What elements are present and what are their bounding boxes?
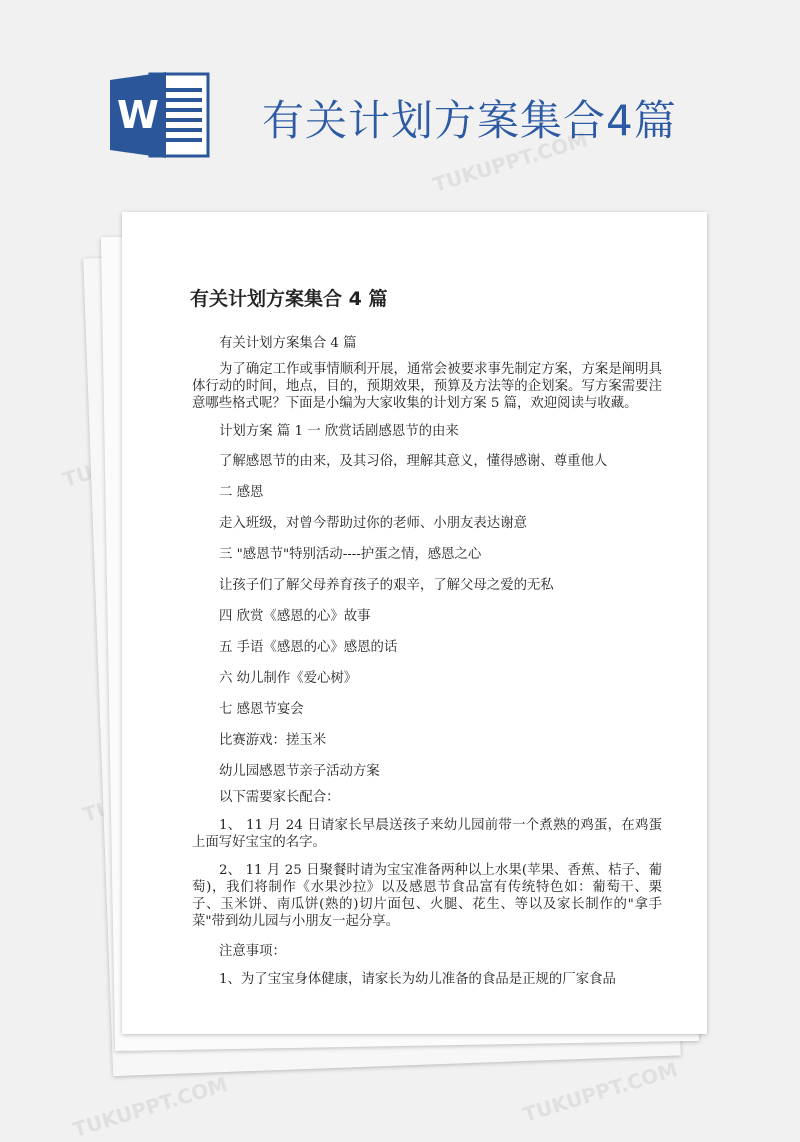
document-title: 有关计划方案集合 4 篇 <box>190 288 388 310</box>
word-logo-icon <box>110 72 212 158</box>
paragraph: 以下需要家长配合： <box>219 790 340 805</box>
paragraph: 七 感恩节宴会 <box>219 702 304 717</box>
paragraph: 注意事项： <box>219 944 286 959</box>
document-page <box>122 212 707 1034</box>
paragraph: 走入班级，对曾今帮助过你的老师、小朋友表达谢意 <box>219 516 527 531</box>
paragraph: 四 欣赏《感恩的心》故事 <box>219 609 371 624</box>
paragraph: 1、为了宝宝身体健康，请家长为幼儿准备的食品是正规的厂家食品 <box>219 972 616 987</box>
paragraph: 2、 11 月 25 日聚餐时请为宝宝准备两种以上水果(苹果、香蕉、桔子、葡萄)，我们将制作《水果沙拉》以及感恩节食品富有传统特色如：葡萄干、栗子、玉米饼、南瓜饼(熟的)切片面包、火腿、花生、等以及家长制作的"拿手菜"带到幼儿园与小朋友一起分享。 <box>192 863 662 929</box>
paragraph: 1、 11 月 24 日请家长早晨送孩子来幼儿园前带一个煮熟的鸡蛋，在鸡蛋上面写好宝宝的名字。 <box>192 818 662 850</box>
paragraph: 比赛游戏：搓玉米 <box>219 733 327 748</box>
paragraph: 让孩子们了解父母养育孩子的艰辛，了解父母之爱的无私 <box>219 578 554 593</box>
paragraph: 计划方案 篇 1 一 欣赏话剧感恩节的由来 <box>219 424 459 439</box>
paragraph: 了解感恩节的由来，及其习俗，理解其意义，懂得感谢、尊重他人 <box>219 454 608 469</box>
svg-text:W: W <box>117 93 159 137</box>
paragraph: 三 "感恩节"特别活动----护蛋之情，感恩之心 <box>219 547 482 562</box>
page-title: 有关计划方案集合4篇 <box>262 96 677 145</box>
paragraph: 有关计划方案集合 4 篇 <box>219 336 357 351</box>
paragraph: 六 幼儿制作《爱心树》 <box>219 671 358 686</box>
paragraph: 幼儿园感恩节亲子活动方案 <box>219 764 380 779</box>
document-body <box>192 324 662 988</box>
watermark: TUKUPPT.COM <box>519 1057 681 1127</box>
watermark: TUKUPPT.COM <box>429 127 591 197</box>
watermark: TUKUPPT.COM <box>69 1072 231 1142</box>
paragraph: 二 感恩 <box>219 485 264 500</box>
paragraph: 为了确定工作或事情顺利开展，通常会被要求事先制定方案，方案是阐明具体行动的时间，地点，目的，预期效果，预算及方法等的企划案。写方案需要注意哪些格式呢？下面是小编为大家收集的计划方案 5 篇，欢迎阅读与收藏。 <box>192 362 662 411</box>
paragraph: 五 手语《感恩的心》感恩的话 <box>219 640 398 655</box>
